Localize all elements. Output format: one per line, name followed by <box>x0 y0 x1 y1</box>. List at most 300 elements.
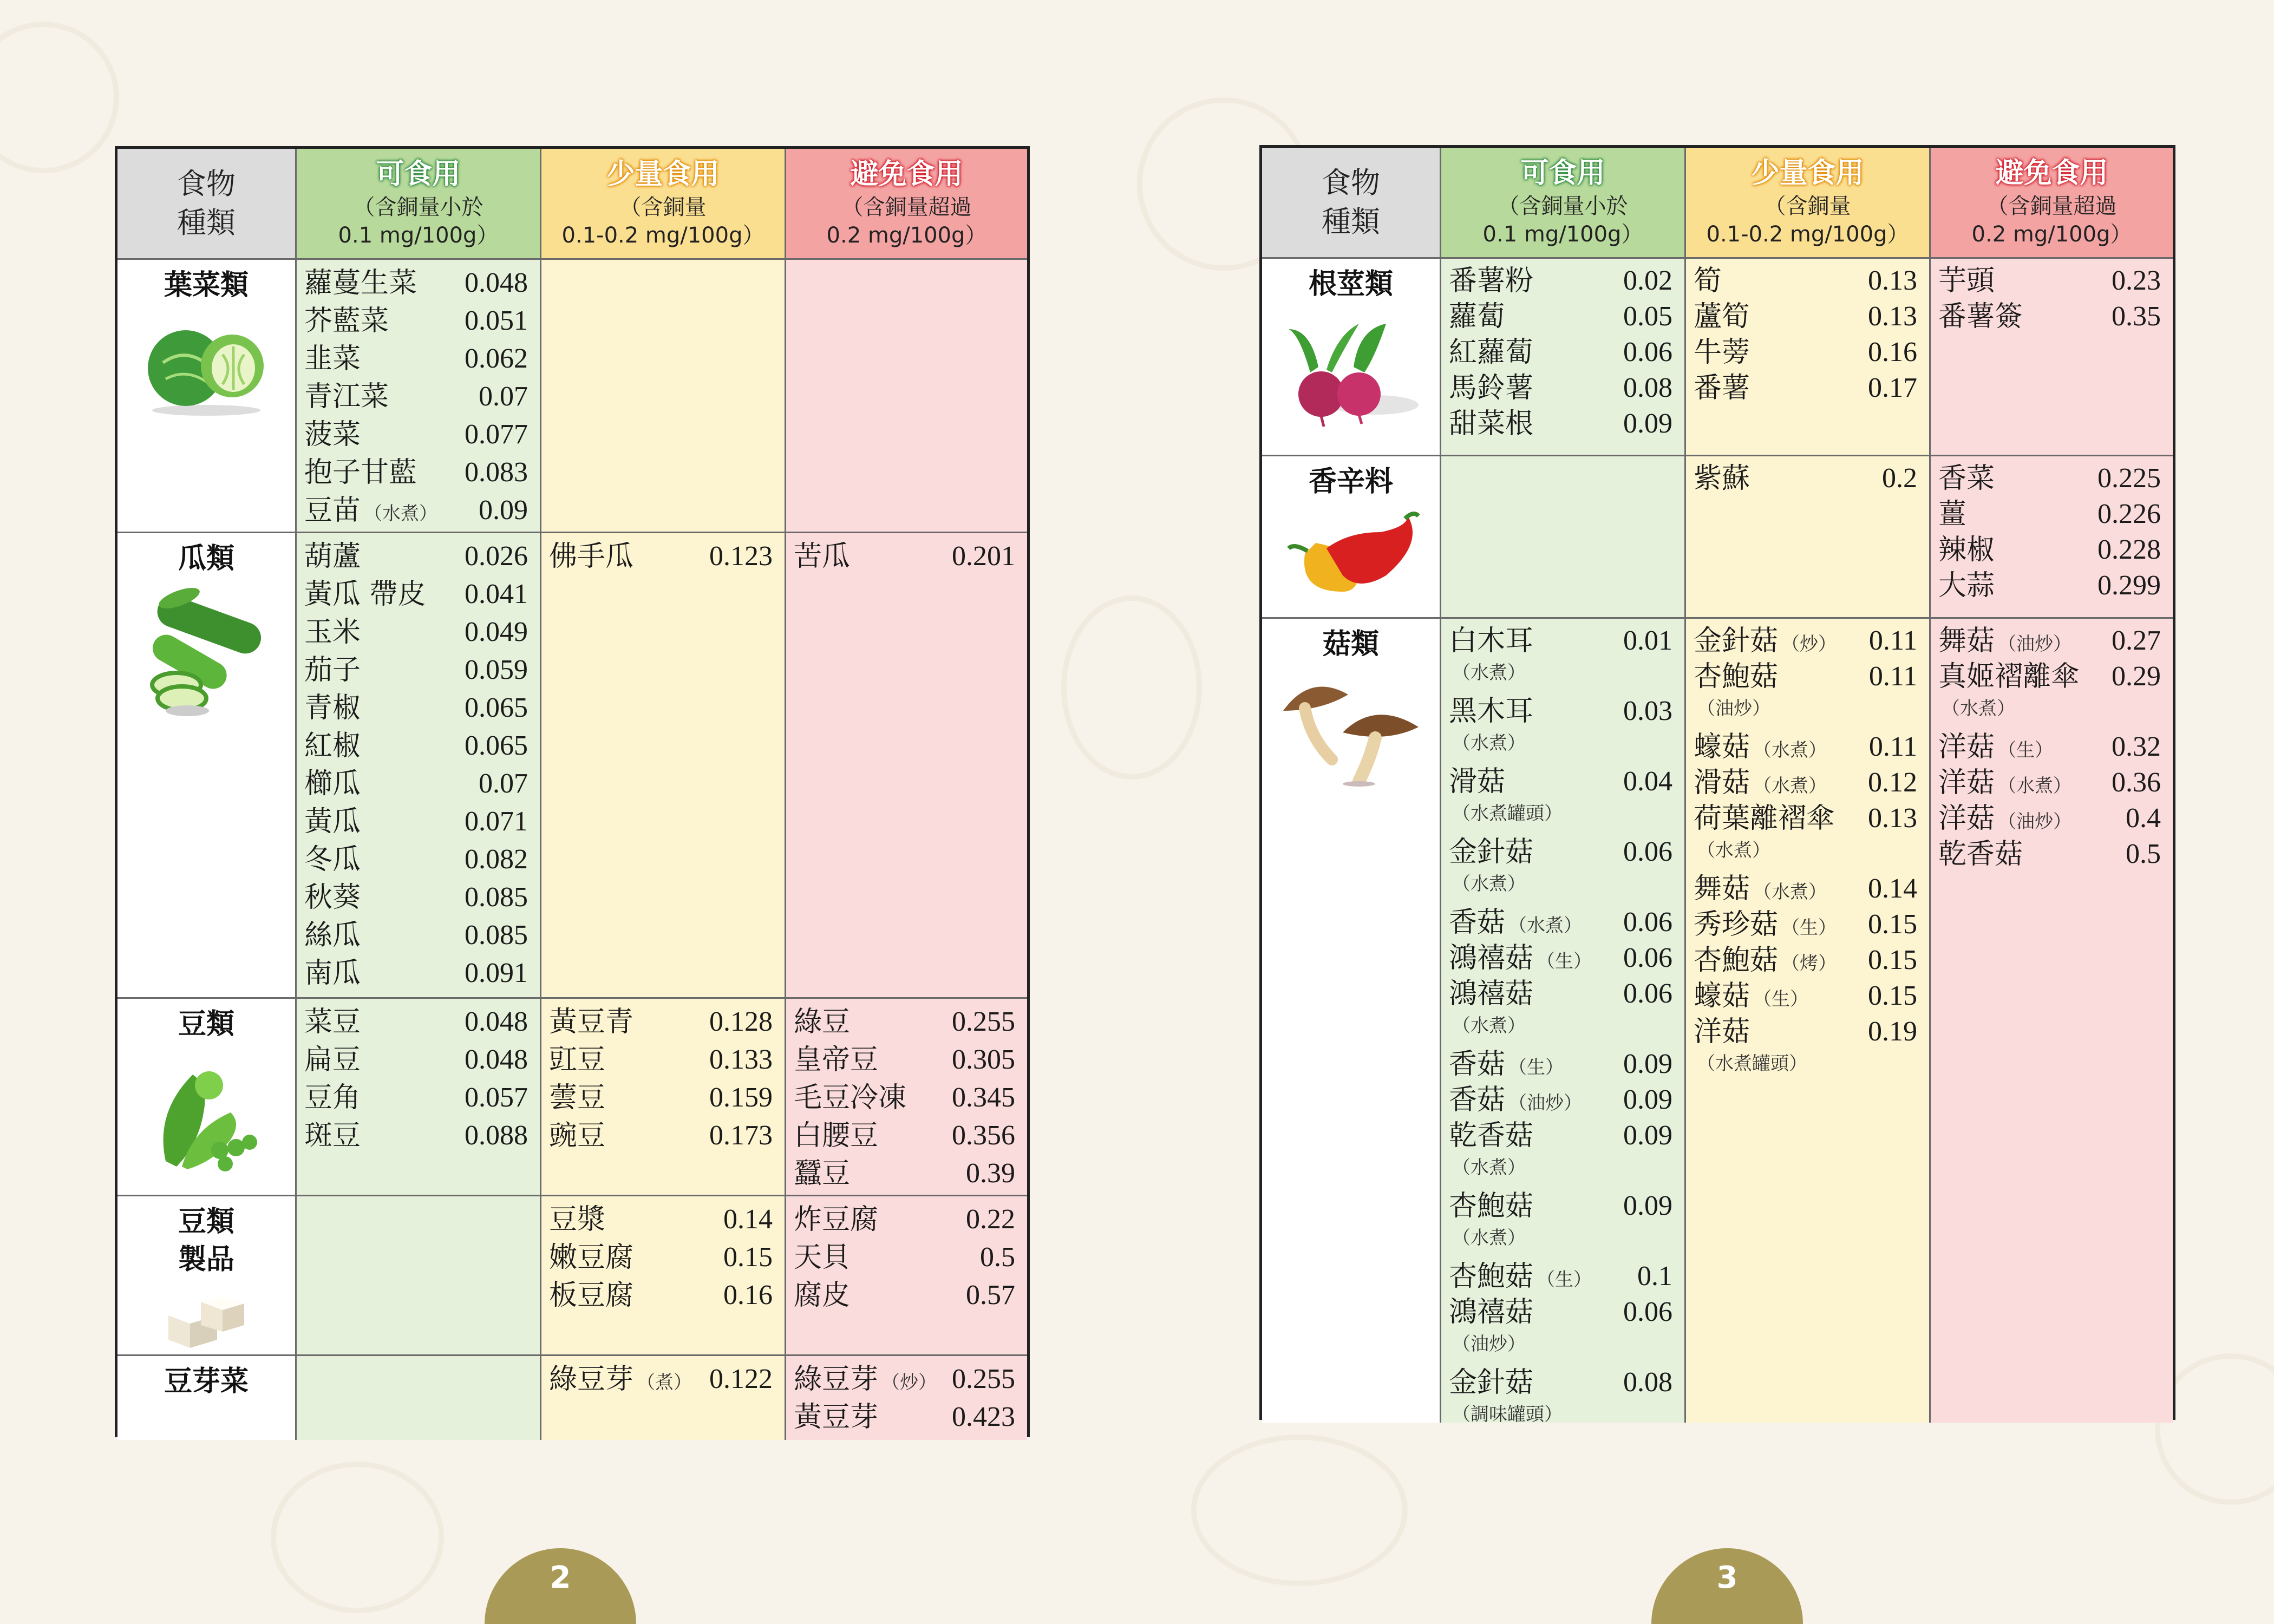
item-list <box>541 999 785 1155</box>
food-name-text: 蕓豆 <box>549 1082 606 1114</box>
copper-value: 0.11 <box>1868 661 1917 692</box>
food-item <box>549 538 785 575</box>
item-list <box>1441 456 1684 461</box>
food-name-text: 蘆筍 <box>1694 300 1750 333</box>
food-name-text: 黃瓜 帶皮 <box>304 578 426 611</box>
food-name-text: 綠豆芽 <box>794 1363 879 1396</box>
item-list <box>541 533 785 575</box>
food-item <box>794 1398 1027 1436</box>
food-name-text: 皇帝豆 <box>794 1044 879 1076</box>
header-category: 食物 種類 <box>117 149 297 260</box>
copper-value: 0.048 <box>465 267 528 298</box>
food-item <box>794 1117 1027 1155</box>
food-item <box>794 1155 1027 1193</box>
food-item <box>1938 461 2173 496</box>
moderate-cell <box>1686 619 1931 1423</box>
food-name-text: 嫩豆腐 <box>549 1241 634 1274</box>
food-item <box>1694 299 1929 335</box>
copper-value: 0.36 <box>2112 767 2161 798</box>
item-list <box>1441 619 1684 1423</box>
food-name-text: 秋葵 <box>304 881 361 914</box>
food-name-text: 冬瓜 <box>304 843 361 876</box>
cabbage-icon <box>141 314 271 419</box>
food-name-text: 黃瓜 <box>304 806 361 838</box>
food-item <box>794 1360 1027 1398</box>
food-name-text: 茄子 <box>304 654 361 686</box>
page-number-left: 2 <box>485 1548 636 1624</box>
food-item <box>1694 659 1929 729</box>
beet-icon <box>1278 313 1424 429</box>
item-list <box>297 1196 540 1201</box>
food-name-text: 金針菇 <box>1449 836 1534 868</box>
food-item <box>1938 659 2173 729</box>
food-name-text: 杏鮑菇 <box>1449 1190 1534 1222</box>
category-cell <box>117 260 297 533</box>
food-item <box>1449 335 1684 370</box>
copper-value: 0.02 <box>1623 265 1672 296</box>
food-preparation-note: （水煮） <box>1942 698 2015 719</box>
food-name-text: 香菇 <box>1449 906 1506 939</box>
item-list <box>541 260 785 264</box>
copper-value: 0.255 <box>952 1364 1015 1394</box>
page-number-right: 3 <box>1651 1548 1803 1624</box>
copper-value: 0.07 <box>479 768 528 799</box>
food-item <box>304 538 540 575</box>
safe-cell <box>297 1356 541 1440</box>
copper-value: 0.201 <box>952 541 1015 572</box>
copper-value: 0.08 <box>1623 1367 1672 1398</box>
food-item <box>1694 461 1929 496</box>
food-name-text: 鴻禧菇 <box>1449 942 1534 974</box>
copper-value: 0.065 <box>465 692 528 723</box>
food-name-text: 大蒜 <box>1938 569 1995 602</box>
food-name-text: 豆漿 <box>549 1203 606 1236</box>
item-list <box>1686 456 1929 496</box>
food-preparation-note: （水煮） <box>1697 840 1770 861</box>
food-item <box>1449 299 1684 335</box>
header-moderate: 少量食用 （含銅量 0.1-0.2 mg/100g） <box>541 149 786 260</box>
food-item <box>304 1117 540 1155</box>
copper-value: 0.39 <box>966 1158 1015 1189</box>
copper-value: 0.1 <box>1637 1261 1672 1292</box>
food-item <box>1694 335 1929 370</box>
food-name-text: 香菇 <box>1449 1048 1506 1081</box>
food-preparation-note: （水煮） <box>1753 739 1827 761</box>
moderate-cell <box>541 260 786 533</box>
moderate-cell <box>541 1356 786 1440</box>
copper-value: 0.06 <box>1623 1296 1672 1327</box>
food-name-text: 豆苗 <box>304 494 361 527</box>
copper-value: 0.16 <box>1868 337 1917 368</box>
food-name-text: 黃豆青 <box>549 1006 634 1038</box>
food-name-text: 綠豆 <box>794 1006 851 1038</box>
food-item <box>1449 623 1684 693</box>
food-name-text: 斑豆 <box>304 1119 361 1152</box>
background-decoration <box>0 22 119 173</box>
food-item <box>1694 765 1929 801</box>
moderate-cell <box>1686 259 1931 456</box>
category-cell <box>117 533 297 999</box>
item-list <box>786 260 1027 264</box>
food-preparation-note: （水煮） <box>1508 915 1583 937</box>
copper-value: 0.35 <box>2112 301 2161 332</box>
food-preparation-note: （生） <box>1781 917 1837 939</box>
food-item <box>304 841 540 879</box>
copper-value: 0.057 <box>465 1082 528 1113</box>
category-cell <box>117 1356 297 1440</box>
copper-value: 0.2 <box>1882 463 1917 494</box>
copper-value: 0.5 <box>980 1242 1015 1273</box>
food-name-text: 青江菜 <box>304 381 389 413</box>
food-name-text: 辣椒 <box>1938 534 1995 566</box>
food-preparation-note: （油炒） <box>1452 1333 1526 1355</box>
safe-cell <box>297 999 541 1196</box>
copper-table-page-2 <box>115 146 1030 1437</box>
copper-value: 0.03 <box>1623 696 1672 726</box>
food-name-text: 抱子甘藍 <box>304 456 417 489</box>
food-name-text: 芥藍菜 <box>304 305 389 337</box>
copper-value: 0.423 <box>952 1402 1015 1432</box>
food-name-text: 香菇 <box>1449 1084 1506 1116</box>
copper-table-page-3 <box>1259 145 2175 1423</box>
food-item <box>304 454 540 492</box>
background-decoration <box>1191 1435 1408 1586</box>
food-item <box>1449 976 1684 1046</box>
copper-value: 0.128 <box>709 1006 773 1037</box>
food-item <box>1694 942 1929 978</box>
food-item <box>304 765 540 803</box>
food-preparation-note: （水煮） <box>1452 1015 1526 1037</box>
mushroom-icon <box>1278 673 1424 789</box>
copper-value: 0.071 <box>465 806 528 837</box>
food-name-text: 韭菜 <box>304 343 361 375</box>
food-name-text: 芋頭 <box>1938 265 1995 297</box>
food-item <box>1938 729 2173 765</box>
food-item <box>549 1360 785 1398</box>
food-item <box>304 727 540 765</box>
food-item <box>304 1079 540 1117</box>
copper-value: 0.17 <box>1868 372 1917 403</box>
food-name-text: 苦瓜 <box>794 540 851 573</box>
item-list <box>541 1196 785 1314</box>
food-item <box>304 954 540 992</box>
header-avoid: 避免食用 （含銅量超過 0.2 mg/100g） <box>786 149 1027 260</box>
copper-value: 0.051 <box>465 305 528 336</box>
food-item <box>304 803 540 841</box>
food-item <box>304 613 540 651</box>
food-name-text: 黃豆芽 <box>794 1401 879 1433</box>
food-item <box>304 575 540 613</box>
copper-value: 0.06 <box>1623 836 1672 867</box>
category-cell <box>117 1196 297 1356</box>
category-label: 葉菜類 <box>164 269 249 302</box>
food-name-text: 紅椒 <box>304 730 361 762</box>
moderate-cell <box>541 999 786 1196</box>
copper-value: 0.159 <box>709 1082 773 1113</box>
food-preparation-note: （水煮） <box>1452 873 1526 895</box>
food-name-text: 豇豆 <box>549 1044 606 1076</box>
food-item <box>304 1041 540 1079</box>
food-name-text: 菠菜 <box>304 418 361 451</box>
copper-value: 0.226 <box>2097 499 2161 529</box>
food-name-text: 葫蘆 <box>304 540 361 573</box>
copper-value: 0.026 <box>465 541 528 572</box>
food-name-text: 筍 <box>1694 265 1722 297</box>
food-item <box>304 492 540 529</box>
food-item <box>1938 568 2173 604</box>
food-name-text: 蠔菇 <box>1694 980 1750 1012</box>
food-name-text: 滑菇 <box>1449 765 1506 798</box>
copper-value: 0.04 <box>1623 766 1672 797</box>
food-item <box>549 1117 785 1155</box>
moderate-cell <box>541 1196 786 1356</box>
category-label: 根莖類 <box>1308 268 1393 300</box>
food-item <box>1449 1046 1684 1082</box>
copper-value: 0.11 <box>1868 625 1917 656</box>
food-name-text: 綠豆芽 <box>549 1363 634 1396</box>
food-item <box>1449 764 1684 834</box>
food-name-text: 蠶豆 <box>794 1157 851 1190</box>
copper-value: 0.15 <box>1868 980 1917 1011</box>
food-item <box>304 916 540 954</box>
item-list <box>1931 456 2173 604</box>
copper-value: 0.16 <box>723 1280 773 1311</box>
item-list <box>1686 619 1929 1084</box>
copper-value: 0.059 <box>465 654 528 685</box>
safe-cell <box>1441 259 1686 456</box>
copper-value: 0.299 <box>2097 570 2161 601</box>
copper-value: 0.09 <box>1623 1190 1672 1221</box>
copper-value: 0.09 <box>1623 1120 1672 1151</box>
category-label: 瓜類 <box>178 542 234 575</box>
food-name-text: 舞菇 <box>1694 873 1750 905</box>
copper-value: 0.062 <box>465 343 528 374</box>
food-item <box>304 651 540 689</box>
item-list <box>297 1356 540 1360</box>
item-list <box>1441 259 1684 442</box>
food-name-text: 白木耳 <box>1449 625 1534 657</box>
food-item <box>304 416 540 454</box>
header-moderate: 少量食用 （含銅量 0.1-0.2 mg/100g） <box>1686 148 1931 259</box>
background-decoration <box>271 1462 444 1613</box>
food-item <box>1938 299 2173 335</box>
copper-value: 0.356 <box>952 1120 1015 1151</box>
food-item <box>549 1041 785 1079</box>
copper-value: 0.57 <box>966 1280 1015 1311</box>
food-item <box>304 264 540 302</box>
food-name-text: 櫛瓜 <box>304 768 361 800</box>
food-preparation-note: （生） <box>1537 1269 1592 1291</box>
moderate-cell <box>541 533 786 999</box>
food-item <box>1449 1118 1684 1188</box>
item-list <box>297 999 540 1155</box>
food-name-text: 菜豆 <box>304 1006 361 1038</box>
copper-value: 0.13 <box>1868 265 1917 296</box>
cucumber-icon <box>139 587 274 719</box>
food-name-text: 南瓜 <box>304 957 361 990</box>
food-name-text: 白腰豆 <box>794 1119 879 1152</box>
copper-value: 0.23 <box>2112 265 2161 296</box>
food-item <box>1938 801 2173 836</box>
food-name-text: 炸豆腐 <box>794 1203 879 1236</box>
food-item <box>1449 1365 1684 1423</box>
food-preparation-note: （水煮） <box>364 503 438 525</box>
food-name-text: 板豆腐 <box>549 1279 634 1312</box>
avoid-cell <box>1931 619 2173 1423</box>
food-name-text: 杏鮑菇 <box>1694 944 1779 977</box>
food-item <box>794 1276 1027 1314</box>
category-cell <box>1262 619 1441 1423</box>
item-list <box>297 533 540 992</box>
food-name-text: 黑木耳 <box>1449 695 1534 728</box>
copper-value: 0.08 <box>1623 372 1672 403</box>
food-item <box>1449 406 1684 442</box>
copper-value: 0.06 <box>1623 942 1672 973</box>
food-preparation-note: （水煮） <box>1452 1157 1526 1178</box>
header-safe: 可食用 （含銅量小於 0.1 mg/100g） <box>297 149 541 260</box>
food-name-text: 鴻禧菇 <box>1449 978 1534 1010</box>
food-name-text: 佛手瓜 <box>549 540 634 573</box>
copper-value: 0.13 <box>1868 803 1917 834</box>
food-item <box>794 1003 1027 1041</box>
food-item <box>1449 1294 1684 1365</box>
food-item <box>1449 1082 1684 1118</box>
header-safe: 可食用 （含銅量小於 0.1 mg/100g） <box>1441 148 1686 259</box>
copper-value: 0.06 <box>1623 907 1672 938</box>
category-cell <box>1262 259 1441 456</box>
copper-value: 0.041 <box>465 579 528 610</box>
copper-value: 0.15 <box>723 1242 773 1273</box>
copper-value: 0.255 <box>952 1006 1015 1037</box>
food-item <box>1938 263 2173 299</box>
food-item <box>1694 623 1929 659</box>
copper-value: 0.15 <box>1868 909 1917 940</box>
safe-cell <box>1441 619 1686 1423</box>
food-item <box>1938 765 2173 801</box>
food-name-text: 青椒 <box>304 692 361 724</box>
food-item <box>1449 1188 1684 1259</box>
food-item <box>1449 834 1684 905</box>
food-item <box>549 1079 785 1117</box>
food-item <box>794 1201 1027 1239</box>
food-item <box>794 1079 1027 1117</box>
moderate-cell <box>1686 456 1931 619</box>
copper-value: 0.09 <box>479 495 528 526</box>
item-list <box>1686 259 1929 406</box>
copper-value: 0.27 <box>2112 625 2161 656</box>
item-list <box>541 1356 785 1398</box>
copper-value: 0.305 <box>952 1044 1015 1075</box>
item-list <box>786 999 1027 1193</box>
copper-value: 0.082 <box>465 844 528 875</box>
food-name-text: 毛豆冷凍 <box>794 1082 907 1114</box>
copper-value: 0.122 <box>709 1364 773 1394</box>
food-name-text: 金針菇 <box>1694 625 1779 657</box>
copper-value: 0.225 <box>2097 463 2161 494</box>
food-name-text: 乾香菇 <box>1938 838 2023 870</box>
food-item <box>549 1201 785 1239</box>
copper-value: 0.085 <box>465 920 528 951</box>
pepper-icon <box>1278 510 1424 605</box>
safe-cell <box>297 533 541 999</box>
food-preparation-note: （炒） <box>1781 633 1837 655</box>
pea-pod-icon <box>144 1053 269 1180</box>
food-preparation-note: （油炒） <box>1697 698 1770 719</box>
avoid-cell <box>786 1196 1027 1356</box>
food-name-text: 牛蒡 <box>1694 336 1750 369</box>
food-item <box>549 1003 785 1041</box>
category-label: 菇類 <box>1322 628 1379 660</box>
copper-value: 0.01 <box>1623 625 1672 656</box>
food-name-text: 真姬褶離傘 <box>1938 660 2080 693</box>
tofu-icon <box>158 1283 255 1355</box>
avoid-cell <box>786 533 1027 999</box>
food-preparation-note: （油炒） <box>1508 1092 1583 1114</box>
category-label: 豆類 <box>178 1008 234 1040</box>
copper-value: 0.07 <box>479 381 528 412</box>
food-name-text: 甜菜根 <box>1449 408 1534 440</box>
food-name-text: 洋菇 <box>1938 802 1995 835</box>
food-preparation-note: （烤） <box>1781 953 1837 974</box>
copper-value: 0.15 <box>1868 945 1917 975</box>
food-name-text: 杏鮑菇 <box>1694 660 1779 693</box>
food-item <box>1938 836 2173 872</box>
food-preparation-note: （調味罐頭） <box>1452 1404 1563 1423</box>
food-item <box>1694 1014 1929 1084</box>
food-preparation-note: （水煮） <box>1452 1227 1526 1249</box>
food-name-text: 天貝 <box>794 1241 851 1274</box>
category-cell <box>117 999 297 1196</box>
food-name-text: 香菜 <box>1938 462 1995 495</box>
avoid-cell <box>786 260 1027 533</box>
item-list <box>1931 259 2173 335</box>
avoid-cell <box>786 999 1027 1196</box>
food-item <box>794 1041 1027 1079</box>
food-item <box>1694 801 1929 871</box>
food-preparation-note: （水煮罐頭） <box>1452 803 1563 824</box>
category-cell <box>1262 456 1441 619</box>
food-preparation-note: （水煮） <box>1753 775 1827 797</box>
food-item <box>1694 370 1929 406</box>
copper-value: 0.049 <box>465 617 528 647</box>
copper-value: 0.12 <box>1868 767 1917 798</box>
food-preparation-note: （生） <box>1537 951 1592 972</box>
food-name-text: 舞菇 <box>1938 625 1995 657</box>
copper-value: 0.048 <box>465 1006 528 1037</box>
category-label: 豆類 製品 <box>178 1206 234 1276</box>
copper-value: 0.077 <box>465 419 528 450</box>
copper-value: 0.14 <box>1868 873 1917 904</box>
copper-value: 0.133 <box>709 1044 773 1075</box>
copper-value: 0.06 <box>1623 978 1672 1009</box>
category-label: 香辛料 <box>1308 466 1393 498</box>
copper-value: 0.088 <box>465 1120 528 1151</box>
food-item <box>1449 1259 1684 1294</box>
food-name-text: 玉米 <box>304 616 361 649</box>
food-item <box>1694 978 1929 1014</box>
safe-cell <box>1441 456 1686 619</box>
food-item <box>1938 496 2173 532</box>
food-item <box>304 378 540 416</box>
copper-value: 0.06 <box>1623 337 1672 368</box>
food-preparation-note: （生） <box>1753 988 1809 1010</box>
food-name-text: 紅蘿蔔 <box>1449 336 1534 369</box>
copper-value: 0.09 <box>1623 1049 1672 1079</box>
food-item <box>1449 905 1684 940</box>
food-name-text: 乾香菇 <box>1449 1119 1534 1152</box>
food-name-text: 腐皮 <box>794 1279 851 1312</box>
copper-value: 0.4 <box>2126 803 2161 834</box>
